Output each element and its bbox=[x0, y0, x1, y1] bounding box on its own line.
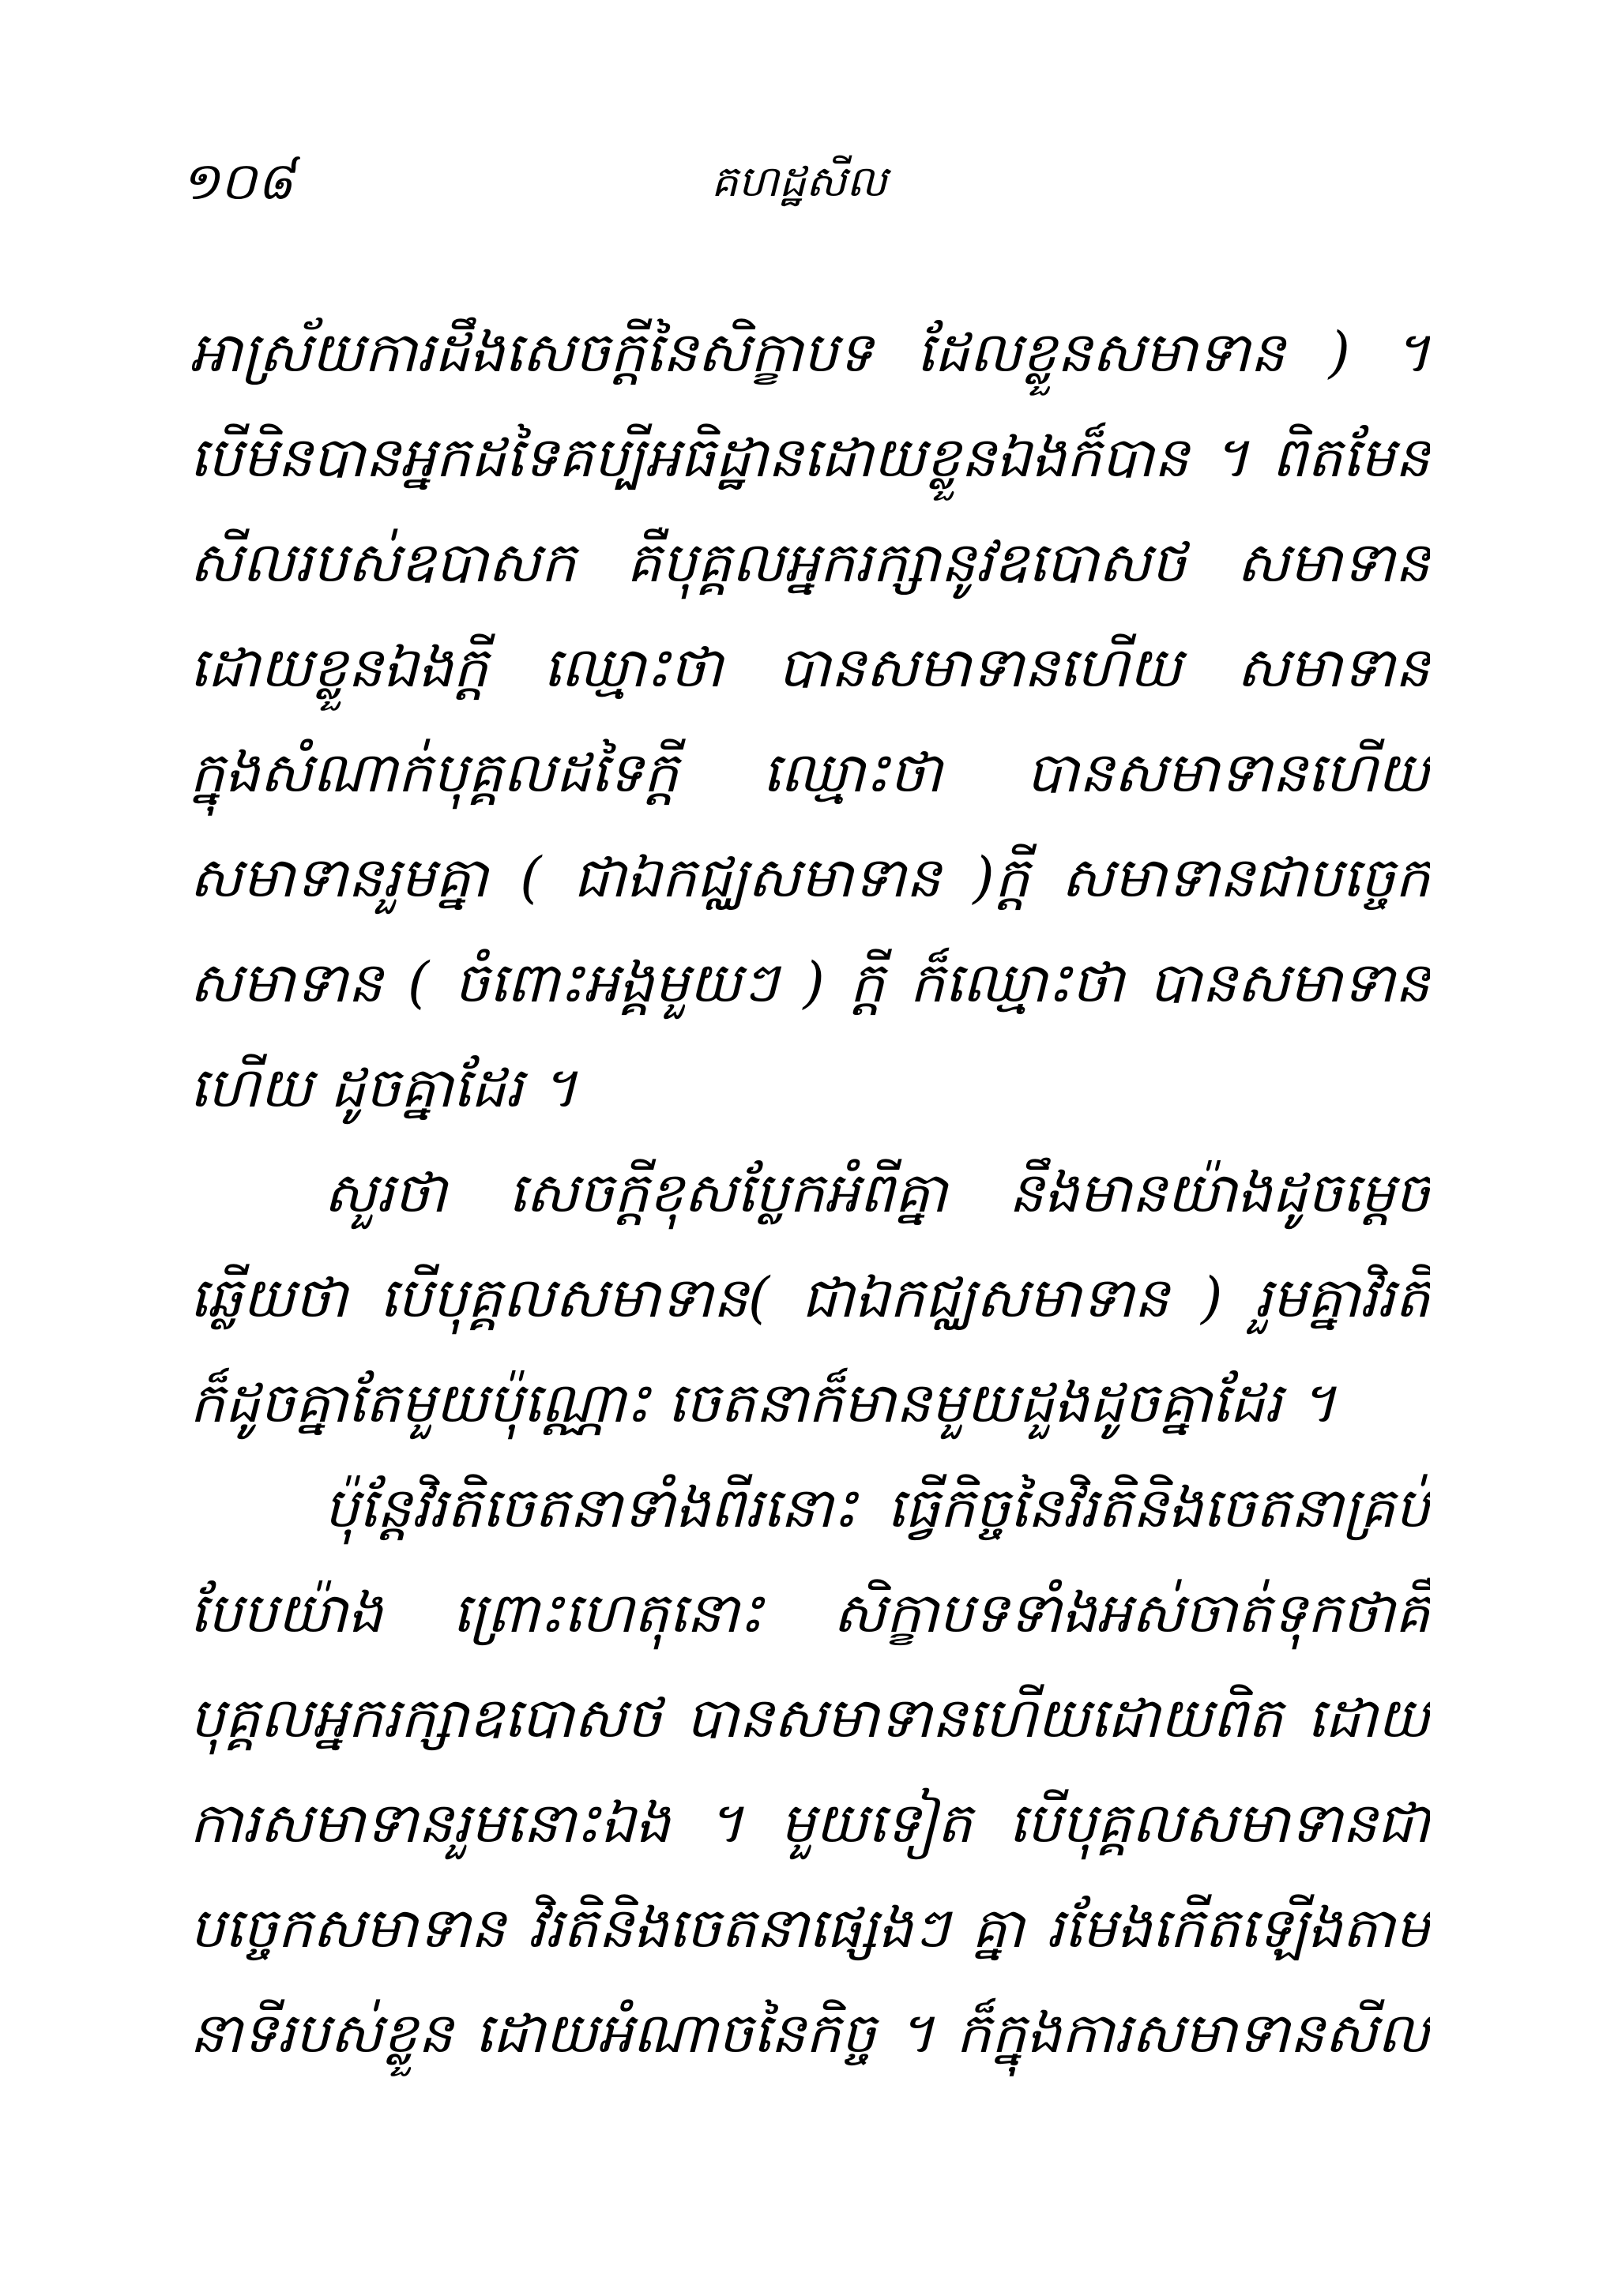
text-line: អាស្រ័យការដឹងសេចក្តីនៃសិក្ខាបទ ដែលខ្លួនសមាទាន ) ។ bbox=[190, 320, 1430, 385]
page-number: ១០៨ bbox=[180, 151, 294, 212]
page-header bbox=[0, 150, 1618, 221]
text-line: ហើយ ដូចគ្នាដែរ ។ bbox=[190, 1055, 578, 1120]
text-line: បុគ្គលអ្នករក្សាឧបោសថ បានសមាទានហើយដោយពិត ដោយ bbox=[190, 1685, 1430, 1750]
text-line: ដោយខ្លួនឯងក្តី ឈ្មោះថា បានសមាទានហើយ សមាទាន bbox=[190, 635, 1430, 700]
body-text bbox=[190, 300, 1430, 2086]
text-line: ប៉ុន្តែវិរតិចេតនាទាំងពីរនោះ ធ្វើកិច្ចនៃវិរតិនិងចេតនាគ្រប់ bbox=[324, 1475, 1430, 1540]
text-line: សីលរបស់ឧបាសក គឺបុគ្គលអ្នករក្សានូវឧបោសថ សមាទាន bbox=[190, 530, 1430, 595]
text-line: បែបយ៉ាង ព្រោះហេតុនោះ សិក្ខាបទទាំងអស់ចាត់ទុកថាគឺ bbox=[190, 1580, 1430, 1645]
text-line: ការសមាទានរួមនោះឯង ។ មួយទៀត បើបុគ្គលសមាទានជា bbox=[190, 1791, 1430, 1855]
text-line: ក្នុងសំណាក់បុគ្គលដទៃក្តី ឈ្មោះថា បានសមាទានហើយ bbox=[190, 740, 1430, 805]
running-title: គហដ្ឋសីល bbox=[711, 156, 887, 206]
text-line: សួរថា សេចក្តីខុសប្លែកអំពីគ្នា នឹងមានយ៉ាងដូចម្តេច bbox=[324, 1160, 1430, 1225]
text-line: សមាទាន ( ចំពោះអង្គមួយៗ ) ក្តី ក៏ឈ្មោះថា បានសមាទាន bbox=[190, 950, 1430, 1015]
text-line: ឆ្លើយថា បើបុគ្គលសមាទាន( ជាឯកជ្ឈសមាទាន ) រួមគ្នាវិរតិ bbox=[190, 1265, 1430, 1330]
text-line: សមាទានរួមគ្នា ( ជាឯកជ្ឈសមាទាន )ក្តី សមាទានជាបច្ចេក bbox=[190, 845, 1430, 910]
text-line: បច្ចេកសមាទាន វិរតិនិងចេតនាផ្សេងៗ គ្នា រមែងកើតឡើងតាម bbox=[190, 1896, 1430, 1960]
text-line: ក៏ដូចគ្នាតែមួយប៉ុណ្ណោះ ចេតនាក៏មានមួយដួងដូចគ្នាដែរ ។ bbox=[190, 1370, 1336, 1435]
text-line: បើមិនបានអ្នកដទៃគប្បីអធិដ្ឋានដោយខ្លួនឯងក៏បាន ។ ពិតមែន bbox=[190, 425, 1430, 490]
text-line: នាទីរបស់ខ្លួន ដោយអំណាចនៃកិច្ច ។ ក៏ក្នុងការសមាទានសីល bbox=[190, 2001, 1430, 2065]
